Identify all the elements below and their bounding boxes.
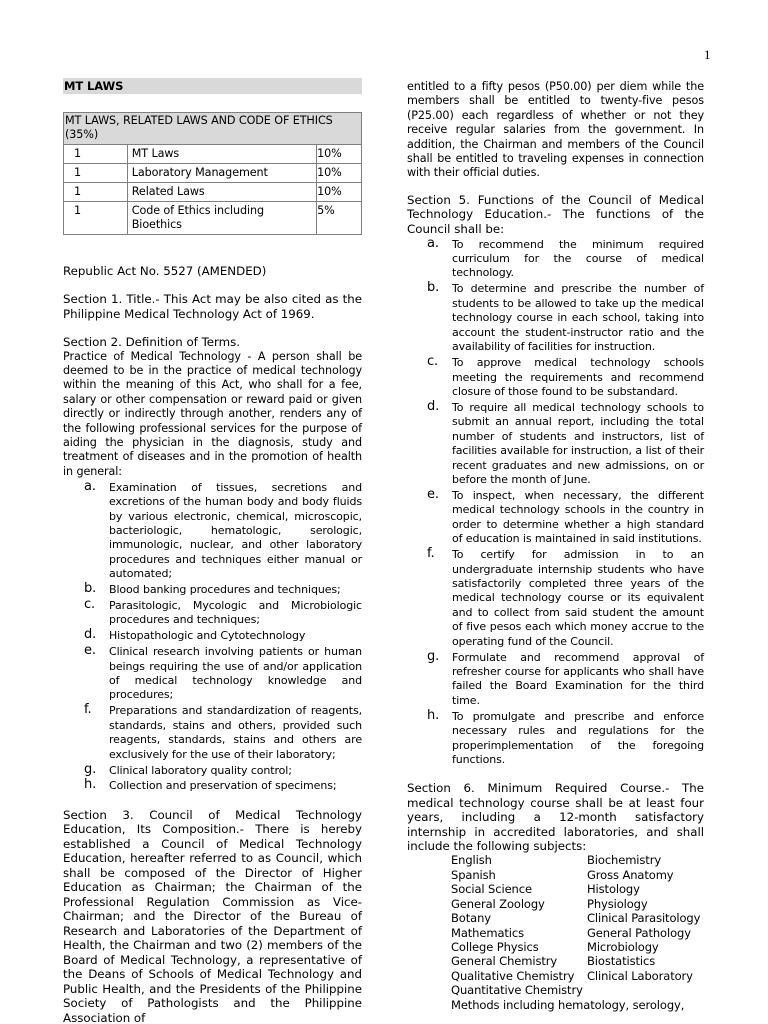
subject-item: Physiology	[587, 896, 648, 911]
right-column	[407, 80, 704, 1012]
list-marker: a.	[427, 235, 439, 251]
table-cell-topic: Code of Ethics including Bioethics	[127, 202, 316, 235]
list-marker: b.	[84, 581, 97, 597]
list-item-text: To promulgate and prescribe and enforce necessary rules and regulations for the properimplementation of the foregoing functions.	[452, 709, 704, 767]
table-cell-pct: 5%	[317, 202, 362, 235]
list-item-text: To approve medical technology schools meeting the requirements and recommend closure of those found to be substandard.	[452, 356, 704, 398]
list-marker: d.	[84, 627, 97, 643]
list-item	[427, 398, 704, 487]
list-item-text: Collection and preservation of specimens;	[109, 779, 337, 793]
list-item-text: Preparations and standardization of reagents, standards, stains and others, provided such reagents, standards, stains and others are exclusively for the use of their laboratory;	[109, 704, 362, 761]
list-item-text: To certify for admission in to an undergraduate internship students who have satisfactorily completed three years of the medical technology course or its equivalent and to collect from said student the amount of five pesos each which money accrue to the operating fund of the Council.	[452, 548, 704, 648]
subject-item: Mathematics	[451, 925, 525, 940]
list-marker: f.	[427, 546, 435, 562]
list-marker: e.	[427, 486, 439, 502]
section-6-intro: Section 6. Minimum Required Course.- The medical technology course shall be at least four years, including a 12-month satisfactory internship in accredited laboratories, and shall include the following subjects:	[407, 781, 704, 854]
section-1: Section 1. Title.- This Act may be also cited as the Philippine Medical Technology Act of 1969.	[63, 292, 362, 321]
list-item-text: To require all medical technology schools to submit an annual report, including the total number of students and instructors, list of facilities available for instruction, a list of their recent graduates and new admissions, on or before the month of June.	[452, 400, 704, 486]
table-row	[64, 145, 362, 164]
practice-services-list	[84, 478, 362, 794]
table-row	[64, 202, 362, 235]
section-5-intro: Section 5. Functions of the Council of Medical Technology Education.- The functions of the Council shall be:	[407, 192, 704, 236]
table-cell-num: 1	[64, 202, 128, 235]
table-cell-pct: 10%	[317, 145, 362, 164]
table-cell-num: 1	[64, 164, 128, 183]
subject-item: Botany	[451, 911, 491, 926]
list-item-text: Formulate and recommend approval of refresher course for applicants who shall have failed the Board Examination for the third time.	[452, 650, 704, 707]
list-marker: b.	[427, 280, 440, 296]
section-2-body: Practice of Medical Technology - A person shall be deemed to be in the practice of medical technology within the meaning of this Act, who shall for a fee, salary or other compensation or reward paid or given directly or indirectly through another, renders any of the following professional services for the purpose of aiding the physician in the diagnosis, study and treatment of diseases and in the promotion of health in general:	[63, 349, 362, 478]
subject-item: General Chemistry	[451, 954, 558, 969]
list-marker: a.	[84, 478, 96, 494]
list-item	[427, 356, 704, 399]
subject-item: Spanish	[451, 867, 496, 882]
subject-item: Clinical Laboratory	[587, 968, 693, 983]
list-item	[84, 599, 362, 628]
list-item	[427, 707, 704, 768]
table-cell-topic: MT Laws	[127, 145, 316, 164]
subject-item: General Zoology	[451, 896, 545, 911]
list-item-text: To inspect, when necessary, the different medical technology schools in the country in order to determine whether a high standard of education is maintained in said institutions.	[452, 488, 704, 546]
subject-item: Biostatistics	[587, 954, 656, 969]
table-cell-topic: Laboratory Management	[127, 164, 316, 183]
list-marker: g.	[84, 761, 97, 777]
table-cell-num: 1	[64, 183, 128, 202]
list-marker: c.	[84, 597, 96, 613]
list-item	[427, 648, 704, 709]
page-number: 1	[704, 47, 711, 62]
list-item-text: Blood banking procedures and techniques;	[109, 583, 341, 597]
table-cell-topic: Related Laws	[127, 183, 316, 202]
exam-coverage-table	[63, 112, 362, 235]
subject-item: Histology	[587, 882, 640, 897]
subject-item: English	[451, 853, 492, 868]
list-item-text: To recommend the minimum required curriculum for the course of medical technology.	[452, 237, 704, 280]
table-row	[64, 164, 362, 183]
list-item	[84, 583, 362, 597]
list-item-text: Examination of tissues, secretions and excretions of the human body and body fluids by various electronic, chemical, microscopic, bacteriologic, hematologic, serologic, immunologic, nuclear, and other laboratory procedures and techniques either manual or automated;	[109, 480, 362, 581]
list-item	[84, 645, 362, 703]
left-column	[63, 78, 362, 1024]
list-item	[84, 761, 362, 778]
table-cell-num: 1	[64, 145, 128, 164]
table-cell-pct: 10%	[317, 183, 362, 202]
subject-item: Gross Anatomy	[587, 867, 674, 882]
subject-item: Quantitative Chemistry	[451, 983, 583, 998]
list-item	[427, 486, 704, 547]
subject-item: Clinical Parasitology	[587, 911, 701, 926]
section-3: Section 3. Council of Medical Technology Education, Its Composition.- There is hereby established a Council of Medical Technology Education, hereafter referred to as Council, which shall be composed of the Director of Higher Education as Chairman; the Chairman of the Professional Regulation Commission as Vice-Chairman; and the Director of the Bureau of Research and Laboratories of the Department of Health, the Chairman and two (2) members of the Board of Medical Technology, a representative of the Deans of Schools of Medical Technology and Public Health, and the Presidents of the Philippine Society of Pathologists and the Philippine Association of	[63, 807, 362, 1024]
list-item	[427, 282, 704, 354]
list-marker: h.	[427, 707, 440, 723]
subject-item: General Pathology	[587, 925, 691, 940]
list-item-text: Parasitologic, Mycologic and Microbiologic procedures and techniques;	[109, 599, 362, 627]
list-item-text: Clinical laboratory quality control;	[109, 763, 292, 777]
subject-item: Qualitative Chemistry	[451, 968, 575, 983]
list-item	[84, 478, 362, 582]
subject-item: Microbiology	[587, 939, 659, 954]
list-marker: d.	[427, 398, 440, 414]
table-row	[64, 183, 362, 202]
section-heading: MT LAWS	[63, 78, 362, 94]
act-title: Republic Act No. 5527 (AMENDED)	[63, 264, 267, 278]
list-item	[84, 779, 362, 793]
table-cell-pct: 10%	[317, 164, 362, 183]
table-caption: MT LAWS, RELATED LAWS AND CODE OF ETHICS (35%)	[64, 113, 362, 145]
list-marker: f.	[84, 702, 92, 718]
list-marker: g.	[427, 648, 440, 664]
list-item	[84, 629, 362, 643]
subjects-list	[451, 853, 704, 997]
subject-item	[587, 983, 707, 997]
list-item-text: Clinical research involving patients or human beings requiring the use of and/or application of medical technology knowledge and procedures;	[109, 645, 362, 702]
list-item	[84, 704, 362, 762]
list-marker: e.	[84, 643, 96, 659]
list-item	[427, 235, 704, 281]
subject-item: Biochemistry	[587, 853, 662, 868]
methods-line: Methods including hematology, serology,	[451, 997, 685, 1012]
section-3-continued: entitled to a fifty pesos (P50.00) per diem while the members shall be entitled to twenty-five pesos (P25.00) each regardless of whether or not they receive regular salaries from the government. In addition, the Chairman and members of the Council shall be entitled to traveling expenses in connection with their official duties.	[407, 80, 704, 180]
list-item	[427, 548, 704, 649]
subject-item: College Physics	[451, 939, 539, 954]
list-item-text: Histopathologic and Cytotechnology	[109, 629, 306, 643]
subject-item: Social Science	[451, 882, 532, 897]
council-functions-list	[427, 235, 704, 768]
list-marker: c.	[427, 354, 439, 370]
list-marker: h.	[84, 777, 97, 793]
section-2-title: Section 2. Definition of Terms.	[63, 335, 241, 350]
list-item-text: To determine and prescribe the number of students to be allowed to take up the medical technology course in each school, taking into account the student-instructor ratio and the availability of facilities for instruction.	[452, 282, 704, 354]
